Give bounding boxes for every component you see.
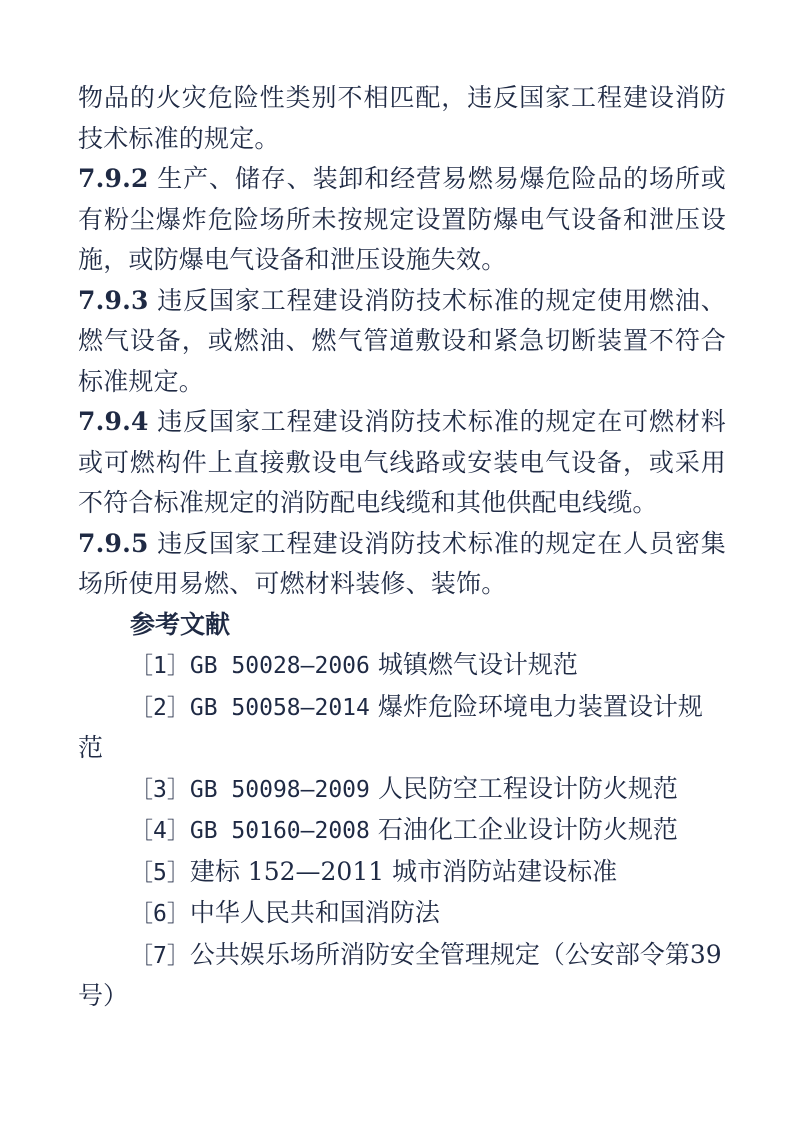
- reference-title: 城市消防站建设标准: [392, 856, 618, 886]
- reference-title: 石油化工企业设计防火规范: [377, 815, 678, 844]
- reference-title: 爆炸危险环境电力装置设计规范: [78, 691, 703, 762]
- reference-title: 中华人民共和国消防法: [189, 898, 440, 927]
- reference-item-6: [78, 893, 726, 935]
- reference-title: 公共娱乐场所消防安全管理规定（公安部令第39 号）: [78, 939, 722, 1010]
- clause-number: 7.9.3: [78, 285, 149, 315]
- clause-number: 7.9.2: [78, 164, 149, 193]
- reference-number: ［2］: [130, 694, 190, 721]
- clause-text: 违反国家工程建设消防技术标准的规定在可燃材料或可燃构件上直接敷设电气线路或安装电气设备，或采用不符合标准规定的消防配电线缆和其他供配电线缆。: [78, 407, 726, 517]
- clause-7-9-2: [78, 159, 726, 281]
- reference-number: ［3］: [130, 776, 190, 803]
- reference-item-1: [78, 645, 726, 687]
- reference-code: GB 50098—2009: [189, 776, 370, 803]
- reference-number: ［6］: [130, 901, 190, 927]
- clause-number: 7.9.5: [78, 528, 149, 558]
- reference-number: ［4］: [130, 818, 190, 844]
- references-heading: 参考文献: [130, 609, 231, 639]
- reference-number: ［7］: [130, 942, 190, 969]
- intro-paragraph: 物品的火灾危险性类别不相匹配，违反国家工程建设消防技术标准的规定。: [78, 83, 726, 153]
- clause-7-9-4: [78, 402, 726, 524]
- clause-text: 违反国家工程建设消防技术标准的规定在人员密集场所使用易燃、可燃材料装修、装饰。: [78, 528, 726, 598]
- clause-7-9-5: [78, 524, 726, 605]
- reference-code: GB 50058—2014: [189, 694, 370, 721]
- clause-text: 违反国家工程建设消防技术标准的规定使用燃油、燃气设备，或燃油、燃气管道敷设和紧急切断装置不符合标准规定。: [78, 285, 726, 396]
- reference-title: 人民防空工程设计防火规范: [377, 773, 678, 803]
- reference-number: ［1］: [130, 653, 190, 679]
- reference-item-3: [78, 769, 726, 811]
- reference-code: 建标 152—2011: [189, 856, 385, 886]
- reference-item-2: [78, 687, 726, 769]
- reference-item-5: [78, 852, 726, 894]
- document-page: [78, 78, 726, 1017]
- reference-title: 城镇燃气设计规范: [377, 650, 578, 679]
- reference-item-7: [78, 935, 726, 1017]
- reference-code: GB 50028—2006: [189, 653, 370, 679]
- clause-7-9-3: [78, 281, 726, 403]
- clause-number: 7.9.4: [78, 407, 149, 436]
- reference-number: ［5］: [130, 859, 190, 886]
- reference-code: GB 50160—2008: [189, 818, 370, 844]
- clause-text: 生产、储存、装卸和经营易燃易爆危险品的场所或有粉尘爆炸危险场所未按规定设置防爆电气设备和泄压设施，或防爆电气设备和泄压设施失效。: [78, 164, 726, 274]
- reference-item-4: [78, 810, 726, 852]
